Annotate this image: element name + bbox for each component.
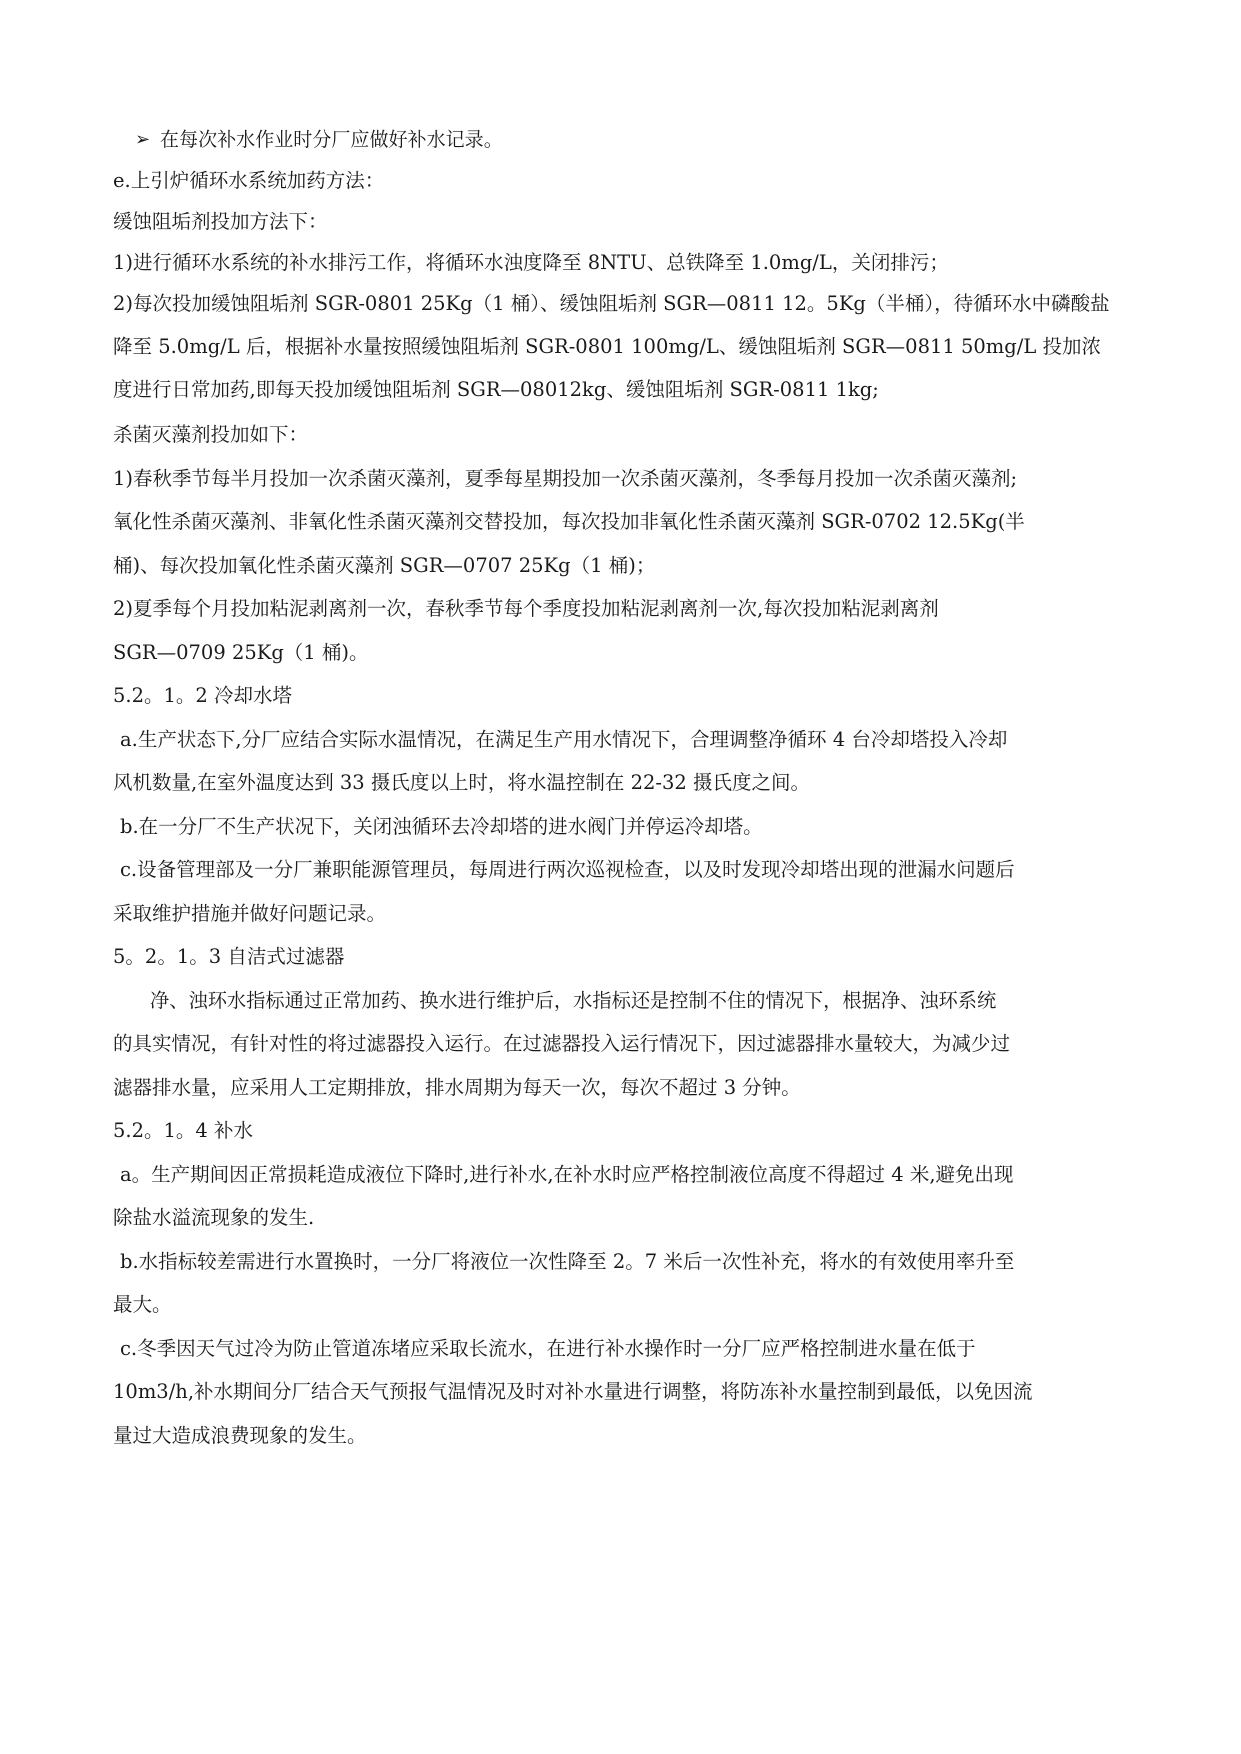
text-line: 10m3/h,补水期间分厂结合天气预报气温情况及时对补水量进行调整，将防冻补水量控制到最低，以免因流 — [113, 1380, 1033, 1403]
text-line: 1)进行循环水系统的补水排污工作，将循环水浊度降至 8NTU、总铁降至 1.0mg/L，关闭排污； — [113, 251, 949, 274]
text-line: 量过大造成浪费现象的发生。 — [113, 1424, 367, 1447]
text-line: 的具实情况，有针对性的将过滤器投入运行。在过滤器投入运行情况下，因过滤器排水量较大，为减少过 — [113, 1032, 1011, 1055]
text-line: 1)春秋季节每半月投加一次杀菌灭藻剂，夏季每星期投加一次杀菌灭藻剂，冬季每月投加一次杀菌灭藻剂; — [113, 467, 1018, 490]
text-line: 净、浊环水指标通过正常加药、换水进行维护后，水指标还是控制不住的情况下，根据净、浊环系统 — [150, 989, 997, 1012]
text-line: 除盐水溢流现象的发生. — [113, 1206, 315, 1229]
text-line: 采取维护措施并做好问题记录。 — [113, 902, 387, 925]
text-line: 降至 5.0mg/L 后，根据补水量按照缓蚀阻垢剂 SGR-0801 100mg/L、缓蚀阻垢剂 SGR—0811 50mg/L 投加浓 — [113, 335, 1101, 358]
text-line: c.设备管理部及一分厂兼职能源管理员，每周进行两次巡视检查，以及时发现冷却塔出现的泄漏水问题后 — [120, 858, 1015, 881]
section-heading: 5.2。1。2 冷却水塔 — [113, 684, 293, 707]
text-line: 2)夏季每个月投加粘泥剥离剂一次，春秋季节每个季度投加粘泥剥离剂一次,每次投加粘泥剥离剂 — [113, 597, 939, 620]
text-line: 风机数量,在室外温度达到 33 摄氏度以上时，将水温控制在 22-32 摄氏度之间。 — [113, 771, 811, 794]
text-line: c.冬季因天气过冷为防止管道冻堵应采取长流水，在进行补水操作时一分厂应严格控制进水量在低于 — [120, 1337, 976, 1360]
text-line: a。生产期间因正常损耗造成液位下降时,进行补水,在补水时应严格控制液位高度不得超过 4 米,避免出现 — [120, 1163, 1014, 1186]
bullet-arrow-icon: ➢ — [135, 129, 151, 150]
text-line: 2)每次投加缓蚀阻垢剂 SGR-0801 25Kg（1 桶）、缓蚀阻垢剂 SGR—0811 12。5Kg（半桶），待循环水中磷酸盐 — [113, 292, 1110, 315]
section-heading: 5.2。1。4 补水 — [113, 1119, 254, 1142]
text-line: b.在一分厂不生产状况下，关闭浊循环去冷却塔的进水阀门并停运冷却塔。 — [120, 815, 763, 838]
section-heading: 5。2。1。3 自洁式过滤器 — [113, 945, 345, 968]
text-line: 在每次补水作业时分厂应做好补水记录。 — [160, 128, 503, 151]
text-line: b.水指标较差需进行水置换时，一分厂将液位一次性降至 2。7 米后一次性补充，将水的有效使用率升至 — [120, 1250, 1015, 1273]
text-line: 滤器排水量，应采用人工定期排放，排水周期为每天一次，每次不超过 3 分钟。 — [113, 1076, 801, 1099]
section-heading: e.上引炉循环水系统加药方法： — [113, 169, 385, 192]
text-line: 桶)、每次投加氧化性杀菌灭藻剂 SGR—0707 25Kg（1 桶)； — [113, 554, 656, 577]
text-line: 杀菌灭藻剂投加如下： — [113, 423, 309, 446]
text-line: 度进行日常加药,即每天投加缓蚀阻垢剂 SGR—08012kg、缓蚀阻垢剂 SGR-0811 1kg; — [113, 378, 879, 401]
text-line: 氧化性杀菌灭藻剂、非氧化性杀菌灭藻剂交替投加，每次投加非氧化性杀菌灭藻剂 SGR-0702 12.5Kg(半 — [113, 510, 1025, 533]
text-line: 最大。 — [113, 1293, 172, 1316]
text-line: a.生产状态下,分厂应结合实际水温情况，在满足生产用水情况下，合理调整净循环 4 台冷却塔投入冷却 — [120, 728, 1008, 751]
text-line: SGR—0709 25Kg（1 桶)。 — [113, 641, 369, 664]
text-line: 缓蚀阻垢剂投加方法下： — [113, 210, 328, 233]
